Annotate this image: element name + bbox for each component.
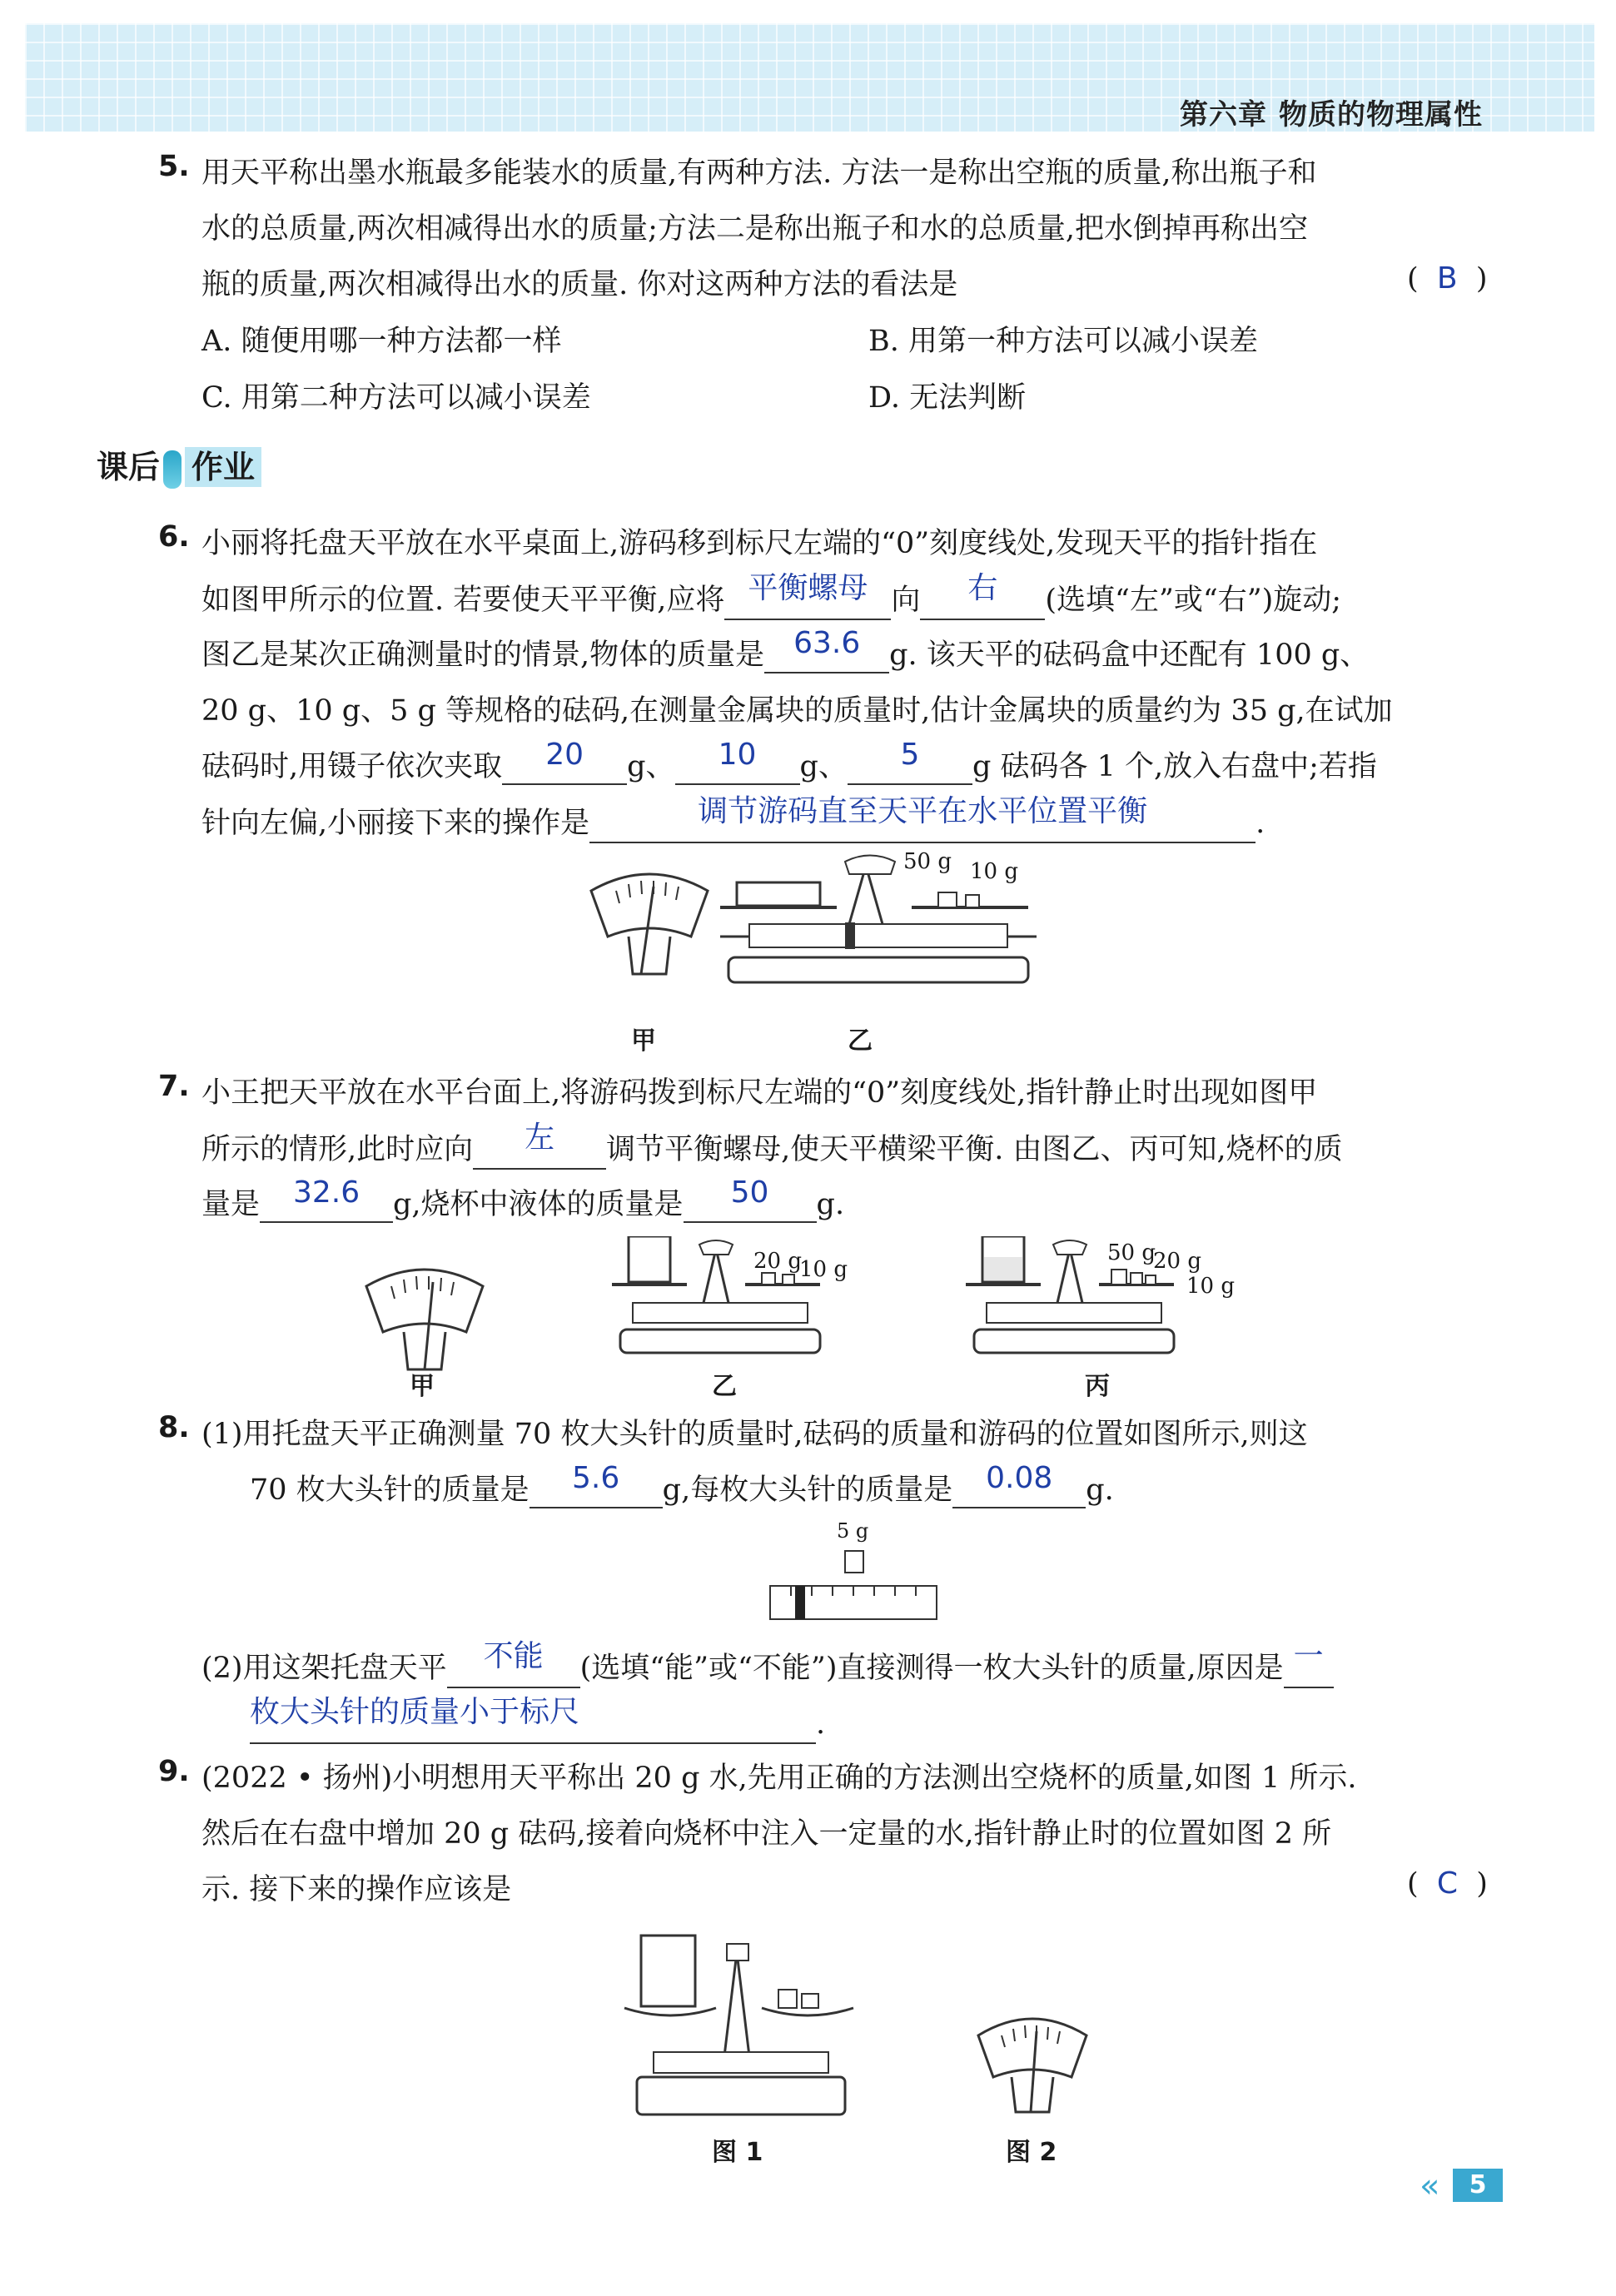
q8-answer-4b: 枚大头针的质量小于标尺	[250, 1695, 580, 1729]
q7-text: g,烧杯中液体的质量是	[393, 1188, 684, 1221]
q6-answer-2: 右	[967, 571, 998, 605]
question-number: 8.	[158, 1411, 190, 1444]
q6-line5	[201, 738, 1377, 785]
q6-line2	[201, 571, 1342, 620]
q6-blank-4	[502, 738, 627, 785]
q8-answer-1: 5.6	[572, 1461, 620, 1495]
q9-answer-paren: ( C )	[1407, 1866, 1488, 1901]
q6-text: g. 该天平的砝码盒中还配有 100 g、	[889, 639, 1370, 672]
q7-blank-1	[473, 1121, 606, 1170]
q8-blank-2	[952, 1461, 1086, 1508]
section-deco	[163, 450, 181, 489]
q6-text: g、	[799, 750, 848, 783]
q6-blank-1	[724, 571, 891, 620]
q5-line1: 用天平称出墨水瓶最多能装水的质量,有两种方法. 方法一是称出空瓶的质量,称出瓶子和	[201, 157, 1317, 190]
q8-answer-2: 0.08	[986, 1461, 1053, 1495]
q8-blank-4-start	[1284, 1639, 1334, 1688]
q6-blank-7	[589, 794, 1256, 843]
q8-blank-3	[447, 1639, 580, 1688]
q7-line2	[201, 1121, 1343, 1170]
q6-blank-3	[764, 626, 889, 673]
figure-caption: 乙	[848, 1026, 873, 1056]
q5-answer-paren: ( B )	[1407, 261, 1488, 296]
section-label-b: 作业	[185, 447, 261, 487]
question-number: 7.	[158, 1070, 190, 1103]
q6-blank-2	[920, 571, 1045, 620]
question-number: 9.	[158, 1755, 190, 1788]
q8-line3	[201, 1639, 1334, 1688]
chapter-title	[1168, 92, 1483, 132]
q6-text: 向	[891, 584, 921, 617]
q6-weight-label-2: 10 g	[970, 859, 1018, 884]
figure-caption: 甲	[410, 1372, 435, 1401]
q7-answer-3: 50	[730, 1175, 769, 1210]
q6-line1: 小丽将托盘天平放在水平桌面上,游码移到标尺左端的“0”刻度线处,发现天平的指针指在	[201, 527, 1318, 560]
q8-blank-4-end	[250, 1695, 816, 1744]
figure-caption: 丙	[1085, 1372, 1110, 1401]
q7-line1: 小王把天平放在水平台面上,将游码拨到标尺左端的“0”刻度线处,指针静止时出现如图甲	[201, 1076, 1318, 1110]
q7-weight-label-2: 10 g	[799, 1257, 848, 1282]
q7-weight-label-1: 20 g	[753, 1249, 802, 1274]
q7-weight-label-4: 20 g	[1153, 1249, 1201, 1274]
q7-text: 所示的情形,此时应向	[201, 1133, 474, 1166]
question-number: 5.	[158, 150, 190, 183]
q6-pointer-dial-figure	[583, 857, 716, 982]
q6-line4: 20 g、10 g、5 g 等规格的砝码,在测量金属块的质量时,估计金属块的质量约为 35 g,在试加	[201, 694, 1393, 728]
q7-weight-label-5: 10 g	[1186, 1274, 1235, 1299]
q6-answer-7: 调节游码直至天平在水平位置平衡	[698, 794, 1148, 828]
q6-text: (选填“左”或“右”)旋动;	[1045, 584, 1342, 617]
q6-text: 针向左偏,小丽接下来的操作是	[201, 807, 590, 840]
q9-line1: (2022 • 扬州)小明想用天平称出 20 g 水,先用正确的方法测出空烧杯的质量,如图 1 所示.	[201, 1762, 1357, 1795]
q9-line3: 示. 接下来的操作应该是	[201, 1873, 512, 1906]
q8-text: .	[816, 1707, 826, 1741]
q7-answer-1: 左	[525, 1121, 555, 1155]
q6-answer-1: 平衡螺母	[748, 571, 868, 605]
q6-text: g、	[627, 750, 675, 783]
q8-text: 70 枚大头针的质量是	[250, 1474, 530, 1507]
q8-line2	[250, 1461, 1114, 1508]
q7-blank-3	[684, 1175, 817, 1223]
q6-text: g 砝码各 1 个,放入右盘中;若指	[972, 750, 1377, 783]
q6-text: 如图甲所示的位置. 若要使天平平衡,应将	[201, 584, 725, 617]
q5-answer: B	[1436, 261, 1458, 296]
q5-line3: 瓶的质量,两次相减得出水的质量. 你对这两种方法的看法是	[201, 268, 958, 301]
q5-option-b: B. 用第一种方法可以减小误差	[868, 325, 1258, 358]
q9-line2: 然后在右盘中增加 20 g 砝码,接着向烧杯中注入一定量的水,指针静止时的位置如图 2 所	[201, 1817, 1332, 1851]
q9-answer: C	[1436, 1866, 1459, 1901]
page-number: 5	[1453, 2169, 1503, 2202]
q5-option-d: D. 无法判断	[868, 381, 1027, 415]
q7-line3	[201, 1175, 845, 1223]
q5-option-a: A. 随便用哪一种方法都一样	[201, 325, 562, 358]
q9-balance-figure-1	[620, 1931, 862, 2123]
q6-blank-6	[848, 738, 972, 785]
q6-text: 砝码时,用镊子依次夹取	[201, 750, 503, 783]
q7-text: g.	[816, 1188, 845, 1221]
q7-answer-2: 32.6	[292, 1175, 360, 1210]
q6-blank-5	[675, 738, 800, 785]
q8-text: g.	[1086, 1474, 1114, 1507]
q5-line2: 水的总质量,两次相减得出水的质量;方法二是称出瓶子和水的总质量,把水倒掉再称出空	[201, 212, 1309, 246]
q8-text: (选填“能”或“不能”)直接测得一枚大头针的质量,原因是	[579, 1652, 1284, 1685]
q6-answer-4: 20	[545, 738, 584, 772]
q6-answer-6: 5	[900, 738, 920, 772]
q8-line4	[250, 1695, 826, 1744]
q8-blank-1	[530, 1461, 663, 1508]
figure-caption: 乙	[712, 1372, 737, 1401]
q8-answer-4a: 一	[1293, 1639, 1324, 1673]
q5-option-c: C. 用第二种方法可以减小误差	[201, 381, 591, 415]
q8-text: (2)用这架托盘天平	[201, 1652, 447, 1685]
chapter-name: 物质的物理属性	[1279, 98, 1483, 132]
q7-pointer-dial-figure	[358, 1253, 491, 1378]
q6-text: .	[1256, 807, 1265, 840]
q8-line1: (1)用托盘天平正确测量 70 枚大头针的质量时,砝码的质量和游码的位置如图所示,则这	[201, 1418, 1308, 1451]
figure-caption: 甲	[631, 1026, 656, 1056]
chevron-left-icon: «	[1420, 2167, 1440, 2205]
q7-blank-2	[260, 1175, 393, 1223]
figure-caption: 图 1	[712, 2138, 763, 2167]
section-label-a: 课后	[97, 449, 161, 485]
q8-text: g,每枚大头针的质量是	[662, 1474, 953, 1507]
q7-weight-label-3: 50 g	[1107, 1240, 1156, 1265]
q6-answer-3: 63.6	[793, 626, 861, 660]
q7-text: 调节平衡螺母,使天平横梁平衡. 由图乙、丙可知,烧杯的质	[606, 1133, 1343, 1166]
q9-pointer-dial-figure-2	[970, 2002, 1095, 2119]
q8-answer-3: 不能	[483, 1639, 544, 1673]
q6-line3	[201, 626, 1370, 673]
q6-weight-label-1: 50 g	[903, 849, 952, 874]
question-number: 6.	[158, 520, 190, 554]
figure-caption: 图 2	[1006, 2138, 1057, 2167]
section-homework-tag	[97, 441, 261, 489]
q6-line6	[201, 794, 1265, 843]
q7-text: 量是	[201, 1188, 261, 1221]
q8-weight-label: 5 g	[837, 1519, 869, 1543]
q6-answer-5: 10	[718, 738, 757, 772]
chapter-number: 第六章	[1180, 98, 1267, 132]
q8-scale-ruler-figure	[766, 1544, 941, 1628]
q6-text: 图乙是某次正确测量时的情景,物体的质量是	[201, 639, 765, 672]
